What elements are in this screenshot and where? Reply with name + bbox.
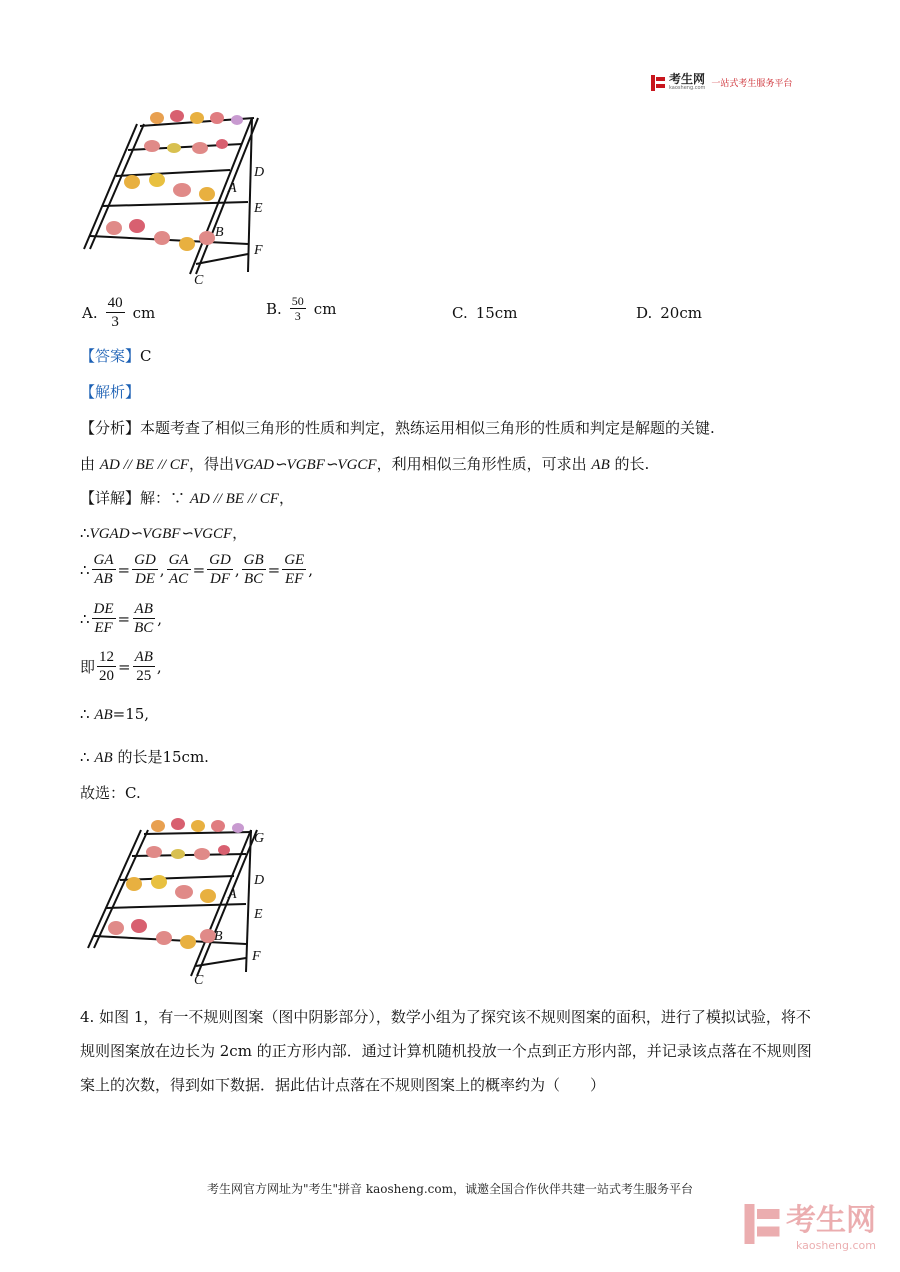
step2-frac-4-n: GD [209, 552, 231, 568]
step2-frac-3 [167, 551, 191, 588]
fig2-label-A: A [228, 887, 237, 902]
detail-end: ， [278, 489, 294, 507]
shelf-frame [84, 118, 258, 274]
option-c[interactable] [452, 304, 517, 322]
reasoning-ab: AB [591, 457, 610, 473]
step2-frac-3-d: AC [168, 571, 189, 587]
flower-pots-2 [108, 818, 244, 949]
question-4 [80, 1000, 820, 1102]
step5-rest: =15, [112, 705, 150, 723]
step3-line [80, 600, 162, 637]
fig1-label-E: E [254, 201, 263, 216]
fig1-label-D: D [254, 165, 265, 180]
option-b[interactable] [266, 294, 336, 323]
fig2-label-E: E [254, 907, 263, 922]
step2-comma-1: , [159, 560, 165, 579]
step2-frac-4 [207, 551, 233, 588]
reasoning-line [80, 454, 649, 475]
step4-lhs-n: 12 [99, 649, 115, 665]
step1-line [80, 523, 247, 544]
reasoning-end: 的长. [614, 455, 650, 473]
option-b-letter: B. [266, 299, 282, 318]
step6-val: 15cm [162, 748, 205, 766]
fenxi-line [80, 418, 715, 438]
question-4-number: 4. [80, 1008, 95, 1026]
step3-eq: = [117, 609, 131, 628]
step4-lhs-d: 20 [99, 668, 115, 684]
conclusion-line [80, 783, 141, 803]
option-a-denominator: 3 [111, 314, 119, 330]
step4-line [80, 648, 162, 685]
fig1-label-B: B [215, 225, 224, 240]
option-d-letter: D. [636, 304, 653, 322]
step2-frac-2-n: GD [134, 552, 156, 568]
fig2-label-F: F [252, 949, 261, 964]
step2-frac-4-d: DF [209, 571, 230, 587]
fig2-label-G: G [254, 831, 265, 846]
fenxi-text: 本题考查了相似三角形的性质和判定，熟练运用相似三角形的性质和判定是解题的关键. [140, 419, 715, 437]
watermark [744, 1195, 876, 1252]
analysis-tag-line [80, 382, 140, 402]
fig1-label-C: C [194, 273, 204, 288]
analysis-tag: 【解析】 [80, 383, 141, 401]
answer-value: C [140, 347, 152, 365]
step2-frac-5 [242, 551, 266, 588]
step6-math: AB [94, 750, 113, 766]
page-footer: 考生网官方网址为"考生"拼音 kaosheng.com，诚邀全国合作伙伴共建一站式考生服务平台 [206, 1182, 694, 1196]
fig2-label-B: B [214, 929, 223, 944]
logo-slogan: 一站式考生服务平台 [711, 79, 793, 89]
watermark-text-block [786, 1195, 876, 1252]
answer-line [80, 346, 152, 366]
step2-comma-3: , [308, 560, 313, 579]
step6-sym: ∴ [80, 748, 90, 766]
option-a-numerator: 40 [107, 295, 123, 311]
logo-domain: kaosheng.com [669, 85, 706, 91]
step2-eq-3: = [267, 560, 281, 579]
step4-rhs [133, 648, 155, 685]
reasoning-similar-math: VGAD∽VGBF∽VGCF [233, 457, 377, 473]
step2-frac-5-d: BC [244, 571, 264, 587]
watermark-text: 考生网 [786, 1203, 876, 1238]
logo-name: 考生网 [669, 72, 706, 86]
option-b-fraction [290, 294, 306, 323]
step2-frac-5-n: GB [243, 552, 264, 568]
question-4-text: 如图 1，有一不规则图案（图中阴影部分），数学小组为了探究该不规则图案的面积，进行了模拟试验，将不规则图案放在边长为 2cm 的正方形内部．通过计算机随机投放一个点到正方形内部，并记录该点落在不规则图案上的次数，得到如下数据．据此估计点落在不规则图案上的概率约为（ ） [80, 1008, 812, 1094]
fig2-label-D: D [254, 873, 265, 888]
option-a-unit: cm [132, 303, 156, 322]
step3-lhs-n: DE [93, 601, 114, 617]
reasoning-mid: ，得出 [188, 455, 234, 473]
step2-frac-1-n: GA [93, 552, 114, 568]
detail-pre: 解：∵ [140, 489, 186, 507]
option-c-text: 15cm [475, 304, 518, 322]
step2-eq-1: = [117, 560, 131, 579]
step2-frac-2 [132, 551, 158, 588]
step2-frac-6-n: GE [284, 552, 305, 568]
watermark-domain: kaosheng.com [795, 1239, 876, 1252]
step2-frac-3-n: GA [168, 552, 189, 568]
step3-end: , [157, 609, 163, 628]
detail-line [80, 488, 294, 509]
step2-comma-2: , [234, 560, 240, 579]
option-b-unit: cm [313, 299, 337, 318]
option-b-numerator: 50 [291, 294, 304, 308]
step2-frac-6-d: EF [285, 571, 304, 587]
answer-tag: 【答案】 [80, 347, 141, 365]
step2-sym: ∴ [80, 560, 90, 579]
step5-line [80, 704, 149, 725]
step3-rhs-n: AB [134, 601, 153, 617]
option-d[interactable] [636, 304, 702, 322]
step2-frac-2-d: DE [134, 571, 155, 587]
step3-lhs-d: EF [94, 620, 113, 636]
watermark-logo-icon [744, 1204, 780, 1244]
step4-end: , [156, 657, 162, 676]
step2-eq-2: = [192, 560, 206, 579]
kaosheng-logo-icon [651, 75, 665, 91]
detail-tag: 【详解】 [80, 489, 141, 507]
fig2-label-C: C [194, 973, 204, 984]
option-b-denominator: 3 [294, 309, 301, 323]
step4-rhs-d: 25 [136, 668, 152, 684]
conclusion: 故选：C. [80, 784, 141, 802]
fig1-label-F: F [254, 243, 263, 258]
flower-shelf-figure-2 [86, 812, 286, 984]
step3-sym: ∴ [80, 609, 90, 628]
option-c-letter: C. [452, 304, 468, 322]
detail-math: AD // BE // CF [189, 491, 279, 507]
step5-sym: ∴ [80, 705, 90, 723]
step1-sym: ∴ [80, 524, 90, 542]
step2-frac-1-d: AB [94, 571, 113, 587]
step3-rhs-d: BC [134, 620, 154, 636]
reasoning-post: ，利用相似三角形性质，可求出 [376, 455, 587, 473]
flower-shelf-figure-1 [82, 104, 282, 288]
logo-text-block [669, 74, 705, 91]
header-logo [651, 74, 792, 91]
option-d-text: 20cm [660, 304, 702, 322]
step6-end: . [204, 748, 209, 766]
step3-rhs [132, 600, 155, 637]
option-a[interactable] [82, 294, 155, 331]
step4-lhs [97, 648, 116, 685]
step2-frac-6 [282, 551, 306, 588]
step2-line [80, 551, 313, 588]
step3-lhs [92, 600, 116, 637]
step2-frac-1 [92, 551, 116, 588]
reasoning-parallel-math: AD // BE // CF [99, 457, 189, 473]
fig1-label-A: A [228, 181, 237, 196]
reasoning-pre: 由 [80, 455, 96, 473]
step6-line [80, 747, 209, 768]
step6-mid: 的长是 [117, 748, 163, 766]
step5-math: AB [94, 707, 113, 723]
step1-end: ， [232, 524, 248, 542]
step1-math: VGAD∽VGBF∽VGCF [89, 526, 233, 542]
step4-eq: = [118, 657, 131, 676]
step4-rhs-n: AB [134, 649, 153, 665]
option-a-letter: A. [82, 303, 98, 322]
fenxi-tag: 【分析】 [80, 419, 141, 437]
step4-pre: 即 [80, 657, 96, 676]
option-a-fraction [106, 294, 125, 331]
